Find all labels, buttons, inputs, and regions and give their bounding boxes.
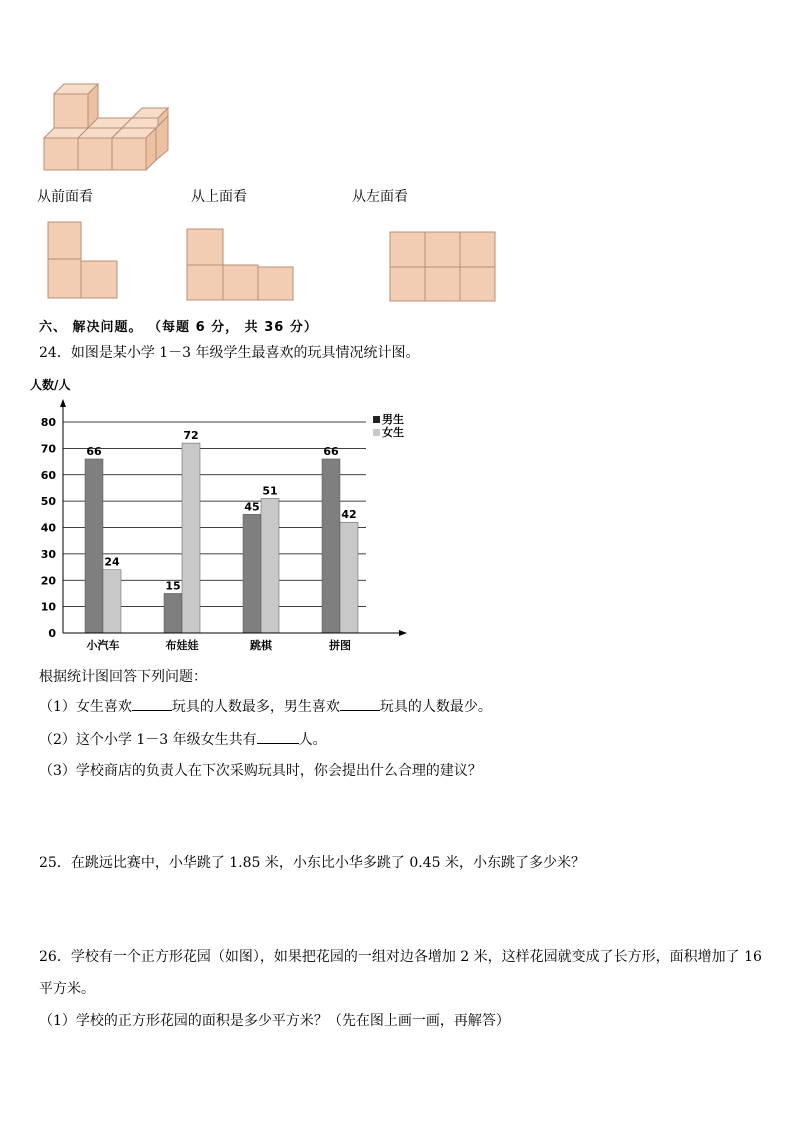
chart-y-axis-title: 人数/人 [30,378,71,392]
chart-y-tick-label: 30 [40,547,56,561]
q24-sub1-part-a: （1）女生喜欢 [39,699,132,715]
chart-legend-label: 女生 [382,426,404,439]
chart-y-tick-label: 80 [40,416,56,429]
chart-bar-male [322,459,340,633]
chart-y-tick-label: 60 [40,468,56,482]
chart-data-label: 15 [165,579,181,593]
top-view-figure [186,228,296,303]
chart-data-label: 24 [104,555,120,569]
chart-legend-swatch [373,416,380,423]
chart-y-tick-label: 50 [40,495,56,509]
q24-sub2-part-b: 人。 [298,732,327,748]
q26-line-1: 26．学校有一个正方形花园（如图），如果把花园的一组对边各增加 2 米，这样花园就变成了长方形，面积增加了 16 [39,949,762,965]
toy-preference-bar-chart [30,372,420,657]
chart-legend-label: 男生 [382,413,404,426]
chart-data-label: 66 [86,444,102,458]
front-view-figure [47,221,119,301]
chart-bar-female [261,498,279,633]
q24-sub3: （3）学校商店的负责人在下次采购玩具时，你会提出什么合理的建议？ [39,763,482,779]
q24-sub2-part-a: （2）这个小学 1－3 年级女生共有 [39,732,257,748]
chart-y-tick-label: 10 [40,600,56,614]
section-title: 六、 解决问题。 （每题 6 分， 共 36 分） [39,320,318,335]
front-view-label: 从前面看 [37,189,93,205]
chart-data-label: 72 [183,429,199,443]
q26-line-2: 平方米。 [39,981,95,997]
chart-bar-male [243,514,261,633]
chart-bar-male [164,593,182,633]
chart-x-axis-arrow [399,630,407,636]
q25-text: 25．在跳远比赛中，小华跳了 1.85 米，小东比小华多跳了 0.45 米，小东跳了多少米？ [39,855,585,871]
chart-y-tick-label: 70 [40,442,56,456]
chart-x-tick-label: 小汽车 [86,639,120,652]
chart-bar-female [182,443,200,633]
chart-data-label: 51 [262,484,278,498]
q24-sub1-blank-2[interactable] [340,696,380,711]
chart-data-label: 42 [341,508,357,522]
chart-bar-male [85,459,103,633]
chart-y-tick-label: 20 [40,574,56,588]
q24-sub1 [39,696,492,716]
chart-bar-female [103,570,121,633]
chart-y-axis-arrow [60,399,66,407]
left-view-label: 从左面看 [352,189,408,205]
chart-bar-female [340,522,358,633]
top-view-label: 从上面看 [191,189,247,205]
q24-sub2-blank[interactable] [257,729,299,744]
q24-sub1-part-b: 玩具的人数最多，男生喜欢 [171,699,340,715]
chart-x-tick-label: 拼图 [329,639,351,652]
q24-sub1-blank-1[interactable] [132,696,172,711]
chart-x-tick-label: 布娃娃 [165,639,199,652]
chart-data-label: 66 [323,444,339,458]
q26-sub1: （1）学校的正方形花园的面积是多少平方米？（先在图上画一画，再解答） [39,1013,510,1029]
q24-sub2 [39,729,327,749]
cube-solid-figure [40,80,175,172]
chart-data-label: 45 [244,500,260,514]
chart-y-tick-label: 40 [40,521,56,535]
chart-y-tick-label: 0 [48,627,56,640]
chart-legend-swatch [373,429,380,436]
q24-sub1-part-c: 玩具的人数最少。 [379,699,492,715]
q24-answer-intro: 根据统计图回答下列问题： [39,669,207,685]
chart-x-tick-label: 跳棋 [250,639,272,652]
left-view-figure [389,231,497,303]
q24-stem: 24．如图是某小学 1－3 年级学生最喜欢的玩具情况统计图。 [39,345,420,361]
